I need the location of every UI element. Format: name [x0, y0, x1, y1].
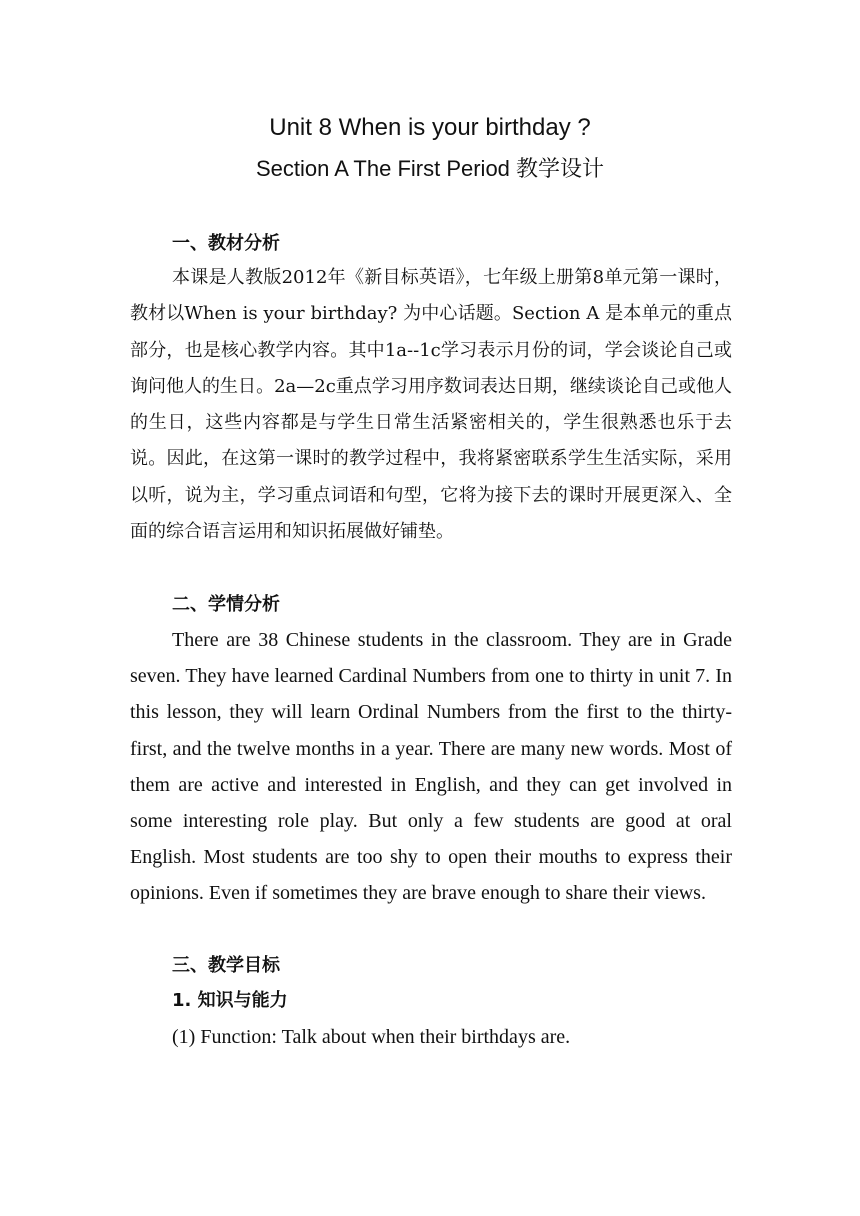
section-heading-teaching-objectives: 三、教学目标 [172, 955, 280, 976]
section-body-student-analysis: There are 38 Chinese students in the classroom. They are in Grade seven. They have learned Cardinal Numbers from one to thirty in unit 7. In this lesson, they will learn Ordinal Numbers from the first to the thirty-first, and the twelve months in a year. There are many new words. Most of them are active and interested in English, and they can get involved in some interesting role play. But only a few students are good at oral English. Most students are too shy to open their mouths to express their opinions. Even if sometimes they are brave enough to share their views. [130, 629, 732, 905]
section-body-textbook-analysis: 本课是人教版2012年《新目标英语》，七年级上册第8单元第一课时，教材以When is your birthday? 为中心话题。Section A 是本单元的重点部分，也是核心教学内容。其中1a--1c学习表示月份的词，学会谈论自己或询问他人的生日。2a—2c重点学习用序数词表达日期，继续谈论自己或他人的生日，这些内容都是与学生日常生活紧密相关的，学生很熟悉也乐于去说。因此，在这第一课时的教学过程中，我将紧密联系学生生活实际，采用以听，说为主，学习重点词语和句型，它将为接下去的课时开展更深入、全面的综合语言运用和知识拓展做好铺垫。 [130, 267, 732, 543]
document-title: Unit 8 When is your birthday ? [269, 114, 591, 141]
section-heading-student-analysis: 二、学情分析 [172, 594, 280, 615]
objective-item: (1) Function: Talk about when their birthdays are. [172, 1026, 571, 1048]
section-heading-textbook-analysis: 一、教材分析 [172, 233, 280, 254]
subheading-knowledge-ability: 1. 知识与能力 [172, 990, 288, 1011]
document-subtitle: Section A The First Period 教学设计 [255, 156, 605, 181]
